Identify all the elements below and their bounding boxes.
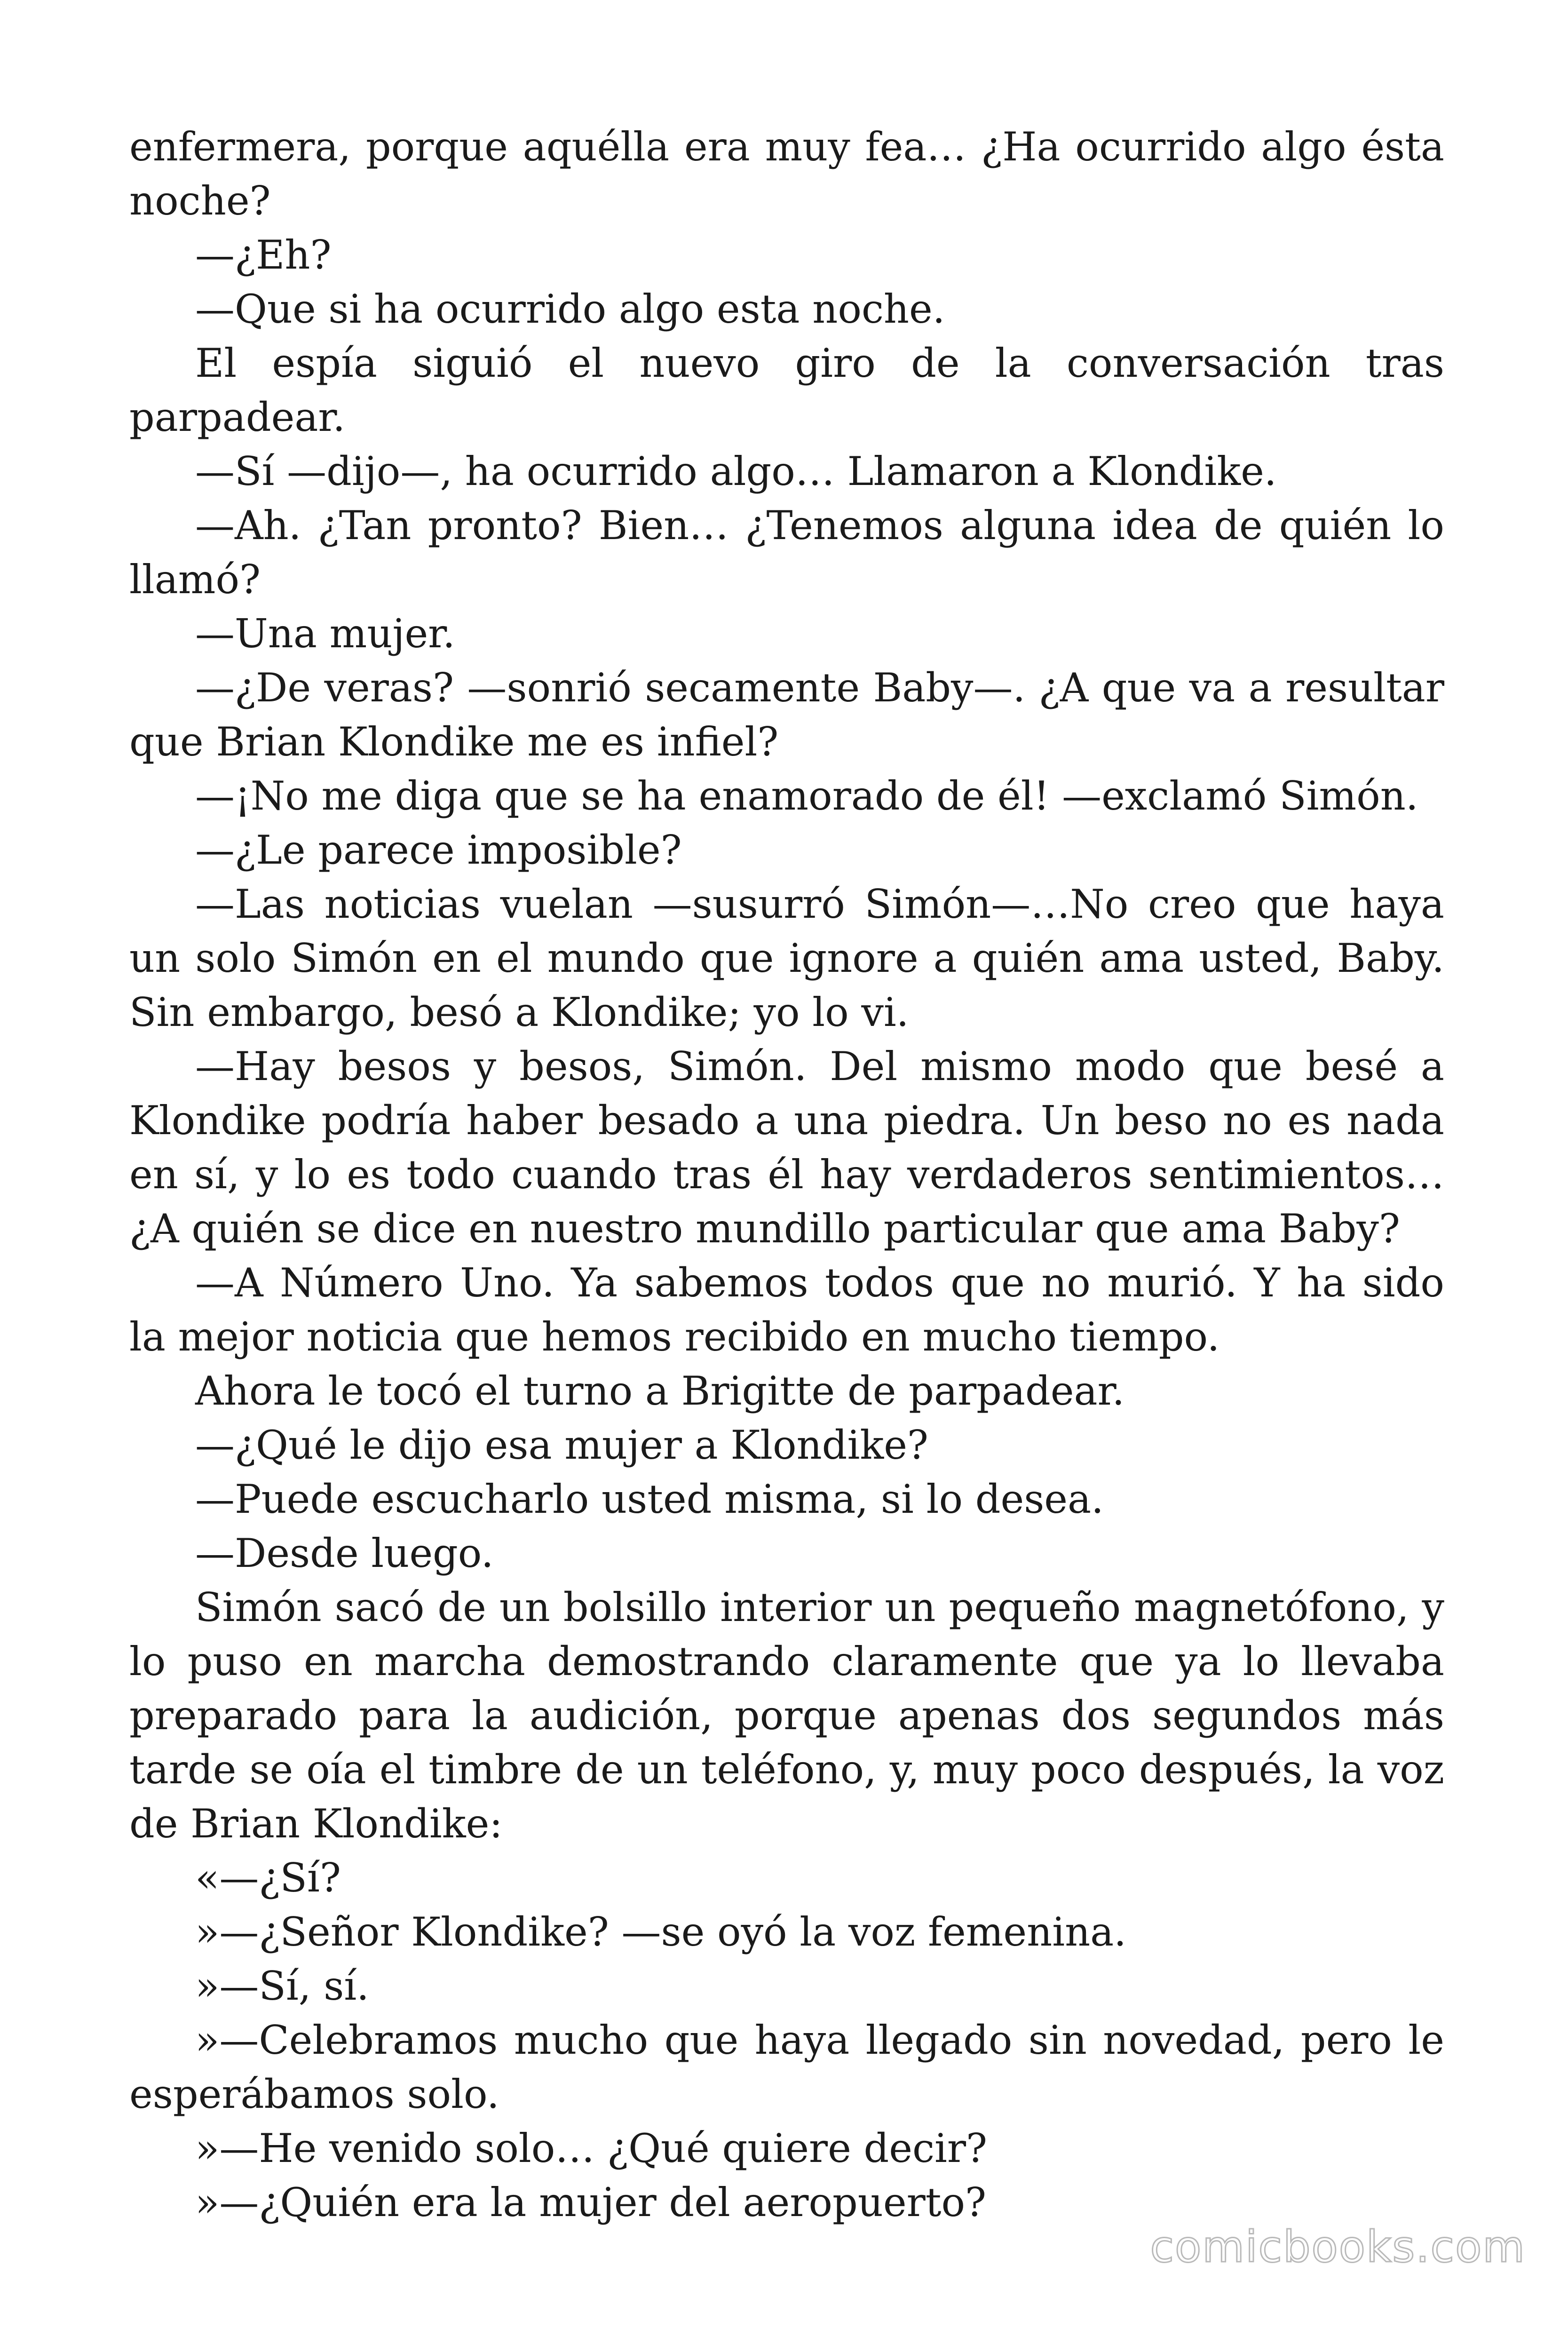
paragraph: —Puede escucharlo usted misma, si lo desea.: [195, 1476, 1104, 1522]
paragraph: »—¿Señor Klondike? —se oyó la voz femenina.: [195, 1909, 1126, 1955]
paragraph-continuation: enfermera, porque aquélla era muy fea… ¿Ha ocurrido algo ésta noche?: [129, 124, 1444, 224]
paragraph: «—¿Sí?: [195, 1855, 341, 1901]
watermark: comicbooks.com: [1150, 2222, 1526, 2272]
paragraph: »—Celebramos mucho que haya llegado sin novedad, pero le esperábamos solo.: [129, 2017, 1444, 2117]
paragraph: El espía siguió el nuevo giro de la conversación tras parpadear.: [129, 340, 1444, 440]
paragraph: —Que si ha ocurrido algo esta noche.: [195, 286, 945, 332]
paragraph: —A Número Uno. Ya sabemos todos que no murió. Y ha sido la mejor noticia que hemos recibido en mucho tiempo.: [129, 1260, 1444, 1360]
paragraph: —¿Le parece imposible?: [195, 827, 682, 873]
paragraph: —Una mujer.: [195, 611, 455, 657]
page-body: [129, 120, 1444, 2230]
paragraph: —¡No me diga que se ha enamorado de él! —exclamó Simón.: [195, 773, 1418, 819]
paragraph: —Las noticias vuelan —susurró Simón—…No creo que haya un solo Simón en el mundo que ignore a quién ama usted, Baby. Sin embargo, besó a Klondike; yo lo vi.: [129, 881, 1444, 1035]
paragraph: »—He venido solo… ¿Qué quiere decir?: [195, 2125, 988, 2171]
paragraph: »—Sí, sí.: [195, 1963, 369, 2009]
paragraph: —Hay besos y besos, Simón. Del mismo modo que besé a Klondike podría haber besado a una piedra. Un beso no es nada en sí, y lo es todo cuando tras él hay verdaderos sentimientos… ¿A quién se dice en nuestro mundillo particular que ama Baby?: [129, 1043, 1444, 1252]
paragraph: —Ah. ¿Tan pronto? Bien… ¿Tenemos alguna idea de quién lo llamó?: [129, 502, 1444, 603]
paragraph: Ahora le tocó el turno a Brigitte de parpadear.: [195, 1368, 1125, 1414]
paragraph: Simón sacó de un bolsillo interior un pequeño magnetófono, y lo puso en marcha demostrando claramente que ya lo llevaba preparado para la audición, porque apenas dos segundos más tarde se oía el timbre de un teléfono, y, muy poco después, la voz de Brian Klondike:: [129, 1584, 1444, 1847]
paragraph: —Sí —dijo—, ha ocurrido algo… Llamaron a Klondike.: [195, 448, 1277, 494]
paragraph: —¿Eh?: [195, 232, 332, 278]
paragraph: —Desde luego.: [195, 1530, 494, 1576]
paragraph: —¿Qué le dijo esa mujer a Klondike?: [195, 1422, 928, 1468]
paragraph: »—¿Quién era la mujer del aeropuerto?: [195, 2179, 987, 2225]
paragraph: —¿De veras? —sonrió secamente Baby—. ¿A que va a resultar que Brian Klondike me es infiel?: [129, 665, 1444, 765]
